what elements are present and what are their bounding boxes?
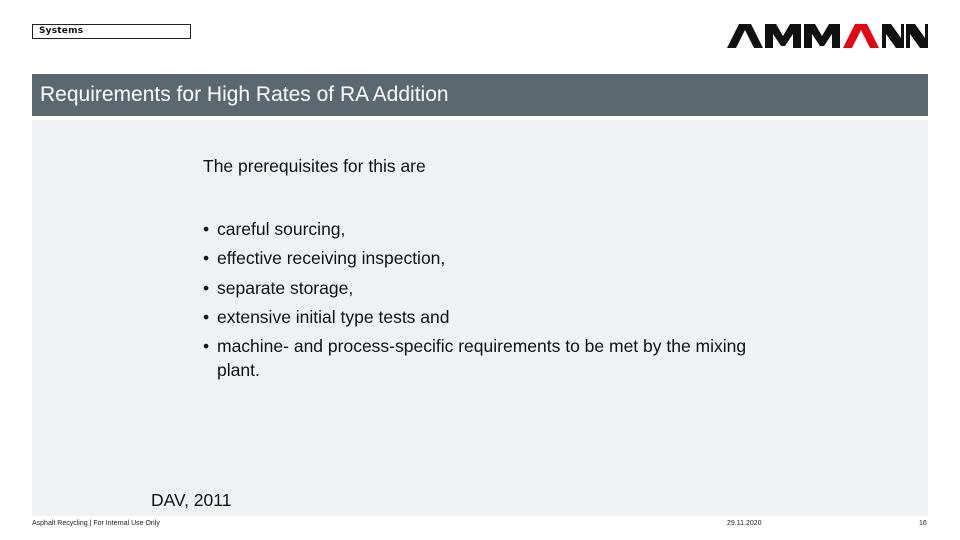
list-item-text: extensive initial type tests and	[217, 306, 450, 327]
bullet-icon: •	[203, 219, 210, 239]
list-item-text: effective receiving inspection,	[217, 248, 446, 269]
section-label: Systems	[32, 24, 191, 39]
list-item	[203, 215, 763, 244]
slide-content	[32, 120, 928, 516]
page-number: 16	[919, 520, 927, 527]
list-item-text: machine- and process-specific requirements to be met by the mixing plant.	[217, 336, 747, 380]
source-citation: DAV, 2011	[151, 490, 232, 510]
prerequisites-list	[203, 215, 763, 382]
list-item-text: careful sourcing,	[217, 219, 346, 239]
bullet-icon: •	[203, 248, 210, 269]
ammann-logo	[727, 24, 928, 48]
bullet-icon: •	[203, 306, 210, 327]
list-item	[203, 332, 763, 382]
bullet-icon: •	[203, 336, 210, 357]
bullet-icon: •	[203, 277, 210, 298]
slide-title: Requirements for High Rates of RA Addition	[32, 74, 928, 116]
list-item	[203, 303, 763, 332]
intro-text: The prerequisites for this are	[203, 156, 426, 176]
list-item	[203, 274, 763, 303]
list-item	[203, 244, 763, 273]
footer-date: 29.11.2020	[727, 520, 762, 527]
list-item-text: separate storage,	[217, 277, 354, 298]
footer-label: Asphalt Recycling | For Internal Use Only	[32, 520, 160, 527]
